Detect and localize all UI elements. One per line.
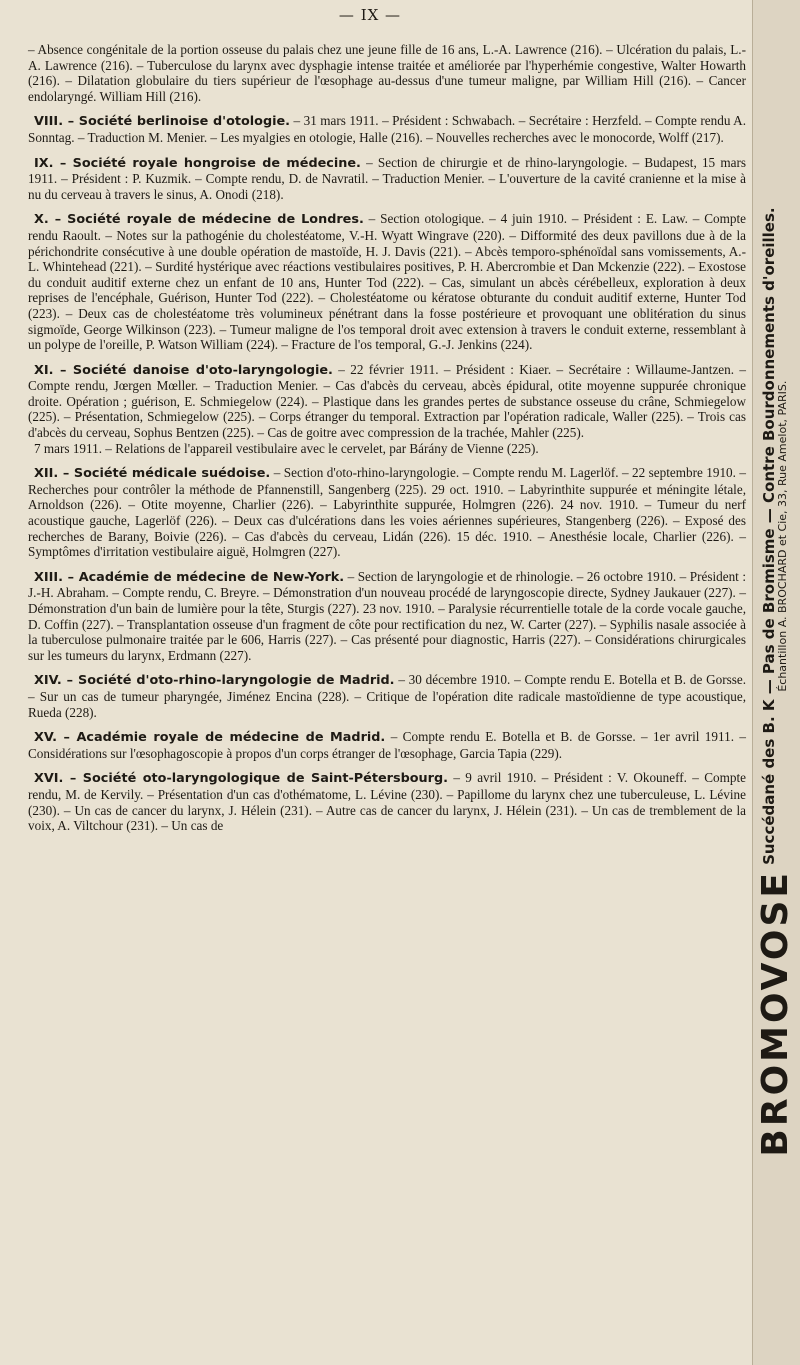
table-of-contents: [28, 42, 746, 843]
section-xvi: [28, 770, 746, 833]
ad-tagline: Succédané des B. K — Pas de Bromisme — Contre Bourdonnements d'oreilles.: [759, 207, 778, 865]
section-text: – 30 décembre 1910. – Compte rendu E. Botella et B. de Gorsse. – Sur un cas de tumeur pharyngée, Jiménez Encina (228). – Critique de l'opération dite radicale mastoïdienne de type acoustique, Rueda (228).: [28, 672, 746, 720]
section-x: [28, 211, 746, 352]
vertical-advertisement: [752, 0, 800, 1365]
section-text: – 22 février 1911. – Président : Kiaer. – Secrétaire : Willaume-Jantzen. – Compte rendu, Jœrgen Mœller. – Traduction Menier. – Cas d'abcès du cerveau, abcès épidural, otite moyenne suppurée chronique droite. Opération ; guérison, E. Schmiegelow (224). – Plastique dans les grandes pertes de substance osseuse du crâne, Schmiegelow (225). – Présentation, Schmiegelow (225). – Corps étranger du temporal. Extraction par l'opération radicale, Waller (225). – Trois cas d'abcès du cerveau, Sophus Bentzen (225). – Cas de goitre avec compression de la trachée, Mahler (225).: [28, 361, 746, 441]
section-xi-continued: [28, 441, 746, 457]
section-heading: IX. – Société royale hongroise de médecine.: [34, 155, 361, 171]
section-viii: [28, 113, 746, 145]
section-xiii: [28, 569, 746, 664]
section-heading: XVI. – Société oto-laryngologique de Saint-Pétersbourg.: [34, 771, 448, 787]
section-text: – Section de chirurgie et de rhino-laryngologie. – Budapest, 15 mars 1911. – Président : P. Kuzmik. – Compte rendu, D. de Navratil. – Traduction Menier. – L'ouverture de la cavité cranienne et la mise à nu du cerveau à travers le sinus, A. Onodi (218).: [28, 154, 746, 202]
section-text: – Section de laryngologie et de rhinologie. – 26 octobre 1910. – Président : J.-H. Abraham. – Compte rendu, C. Breyre. – Démonstration d'un nouveau procédé de laryngoscopie directe, Sydney Jaukauer (227). – Démonstration d'un bain de lumière pour la tête, Sturgis (227). 23 nov. 1910. – Paralysie récurrentielle totale de la corde vocale gauche, D. Coffin (227). – Transplantation osseuse d'un fragment de côte pour rectification du nez, W. Carter (227). – Syphilis nasale associée à la tuberculose pulmonaire traitée par le 606, Harris (227). – Cas présenté pour diagnostic, Harris (227). – Considérations chirurgicales sur les tumeurs du larynx, Erdmann (227).: [28, 568, 746, 663]
section-heading: VIII. – Société berlinoise d'otologie.: [34, 114, 291, 130]
section-text: 7 mars 1911. – Relations de l'appareil vestibulaire avec le cervelet, par Bárány de Vienne (225).: [34, 440, 539, 456]
section-heading: XIV. – Société d'oto-rhino-laryngologie de Madrid.: [34, 673, 395, 689]
page-number: — IX —: [338, 6, 402, 24]
section-text: – 9 avril 1910. – Président : V. Okouneff. – Compte rendu, M. de Kervily. – Présentation d'un cas d'othématome, L. Lévine (230). – Papillome du larynx chez une tuberculeuse, L. Lévine (230). – Un cas de cancer du larynx, J. Hélein (231). – Autre cas de cancer du larynx, J. Hélein (231). – Un cas de tremblement de la voix, A. Viltchour (231). – Un cas de: [28, 770, 746, 834]
paragraph-continuation: [28, 42, 746, 104]
section-heading: X. – Société royale de médecine de Londres.: [34, 212, 364, 228]
section-heading: XV. – Académie royale de médecine de Madrid.: [34, 730, 386, 746]
section-heading: XIII. – Académie de médecine de New-York.: [34, 569, 345, 585]
ad-maker: Échantillon A. BROCHARD et Cie, 33, Rue Amelot, PARIS.: [775, 380, 789, 692]
section-xii: [28, 465, 746, 560]
section-xv: [28, 729, 746, 761]
section-ix: [28, 155, 746, 203]
section-xiv: [28, 672, 746, 720]
section-text: – 31 mars 1911. – Président : Schwabach. – Secrétaire : Herzfeld. – Compte rendu A. Sonntag. – Traduction M. Menier. – Les myalgies en otologie, Halle (216). – Nouvelles recherches avec le monocorde, Wolff (217).: [28, 113, 746, 145]
paragraph-text: – Absence congénitale de la portion osseuse du palais chez une jeune fille de 16 ans, L.-A. Lawrence (216). – Ulcération du palais, L.-A. Lawrence (216). – Tuberculose du larynx avec dysphagie intense traitée et améliorée par l'hyperhémie congestive, Walter Howarth (216). – Dilatation globulaire du tiers supérieur de l'œsophage au-dessus d'une tumeur maligne, par William Hill (216). – Cancer endolaryngé. William Hill (216).: [28, 42, 746, 104]
section-text: – Compte rendu E. Botella et B. de Gorsse. – 1er avril 1911. – Considérations sur l'œsophagoscopie à propos d'un corps étranger de l'œsophage, Garcia Tapia (229).: [28, 729, 746, 761]
section-heading: XI. – Société danoise d'oto-laryngologie.: [34, 362, 333, 378]
section-xi: [28, 362, 746, 441]
ad-text-block: [759, 207, 790, 865]
advertisement-content: [755, 22, 799, 1342]
section-heading: XII. – Société médicale suédoise.: [34, 466, 271, 482]
ad-brand: BROMOVOSE: [755, 870, 796, 1157]
section-text: – Section d'oto-rhino-laryngologie. – Compte rendu M. Lagerlöf. – 22 septembre 1910. – Recherches pour contrôler la méthode de Pfannenstill, Sangenberg (225). 29 oct. 1910. – Labyrinthite suppurée et méningite létale, Arnoldson (226). – Otite moyenne, Charlier (226). – Labyrinthite suppurée, Holmgren (226). 24 nov. 1910. – Tumeur du nerf acoustique gauche, Lagerlöf (226). – Deux cas d'ulcérations dans les voies aériennes supérieures, Stangenberg (226). – Exposé des recherches de Barany, Boivie (226). – Cas d'abcès du cerveau, Lidán (226). 15 déc. 1910. – Anesthésie locale, Charlier (226). – Symptômes d'irritation vestibulaire aiguë, Holmgren (227).: [28, 465, 746, 560]
section-text: – Section otologique. – 4 juin 1910. – Président : E. Law. – Compte rendu Raoult. – Notes sur la pathogénie du cholestéatome, V.-H. Wyatt Wingrave (220). – Difformité des deux pavillons due à de la périchondrite consécutive à une double opération de mastoïde, H. J. Davis (221). – Abcès temporo-sphénoïdal sans vomissements, A.-L. Whintehead (221). – Surdité hystérique avec réactions vestibulaires positives, P. H. Abercrombie et Dan Mckenzie (222). – Exostose du conduit auditif externe chez un enfant de 10 ans, Hunter Tod (222). – Cas, simulant un abcès cérébelleux, exploration à deux reprises de l'encéphale, Guérison, Hunter Tod (222). – Cholestéatome ou kératose obturante du conduit auditif externe, Hunter Tod (223). – Deux cas de cholestéatome très volumineux pénétrant dans la fosse postérieure et provoquant une oblitération du sinus sigmoïde, George Wilkinson (223). – Tumeur maligne de l'os temporal droit avec extension à travers le conduit externe, ressemblant à un polype de l'oreille, P. Watson William (224). – Fracture de l'os temporal, G.-J. Jenkins (224).: [28, 211, 746, 353]
